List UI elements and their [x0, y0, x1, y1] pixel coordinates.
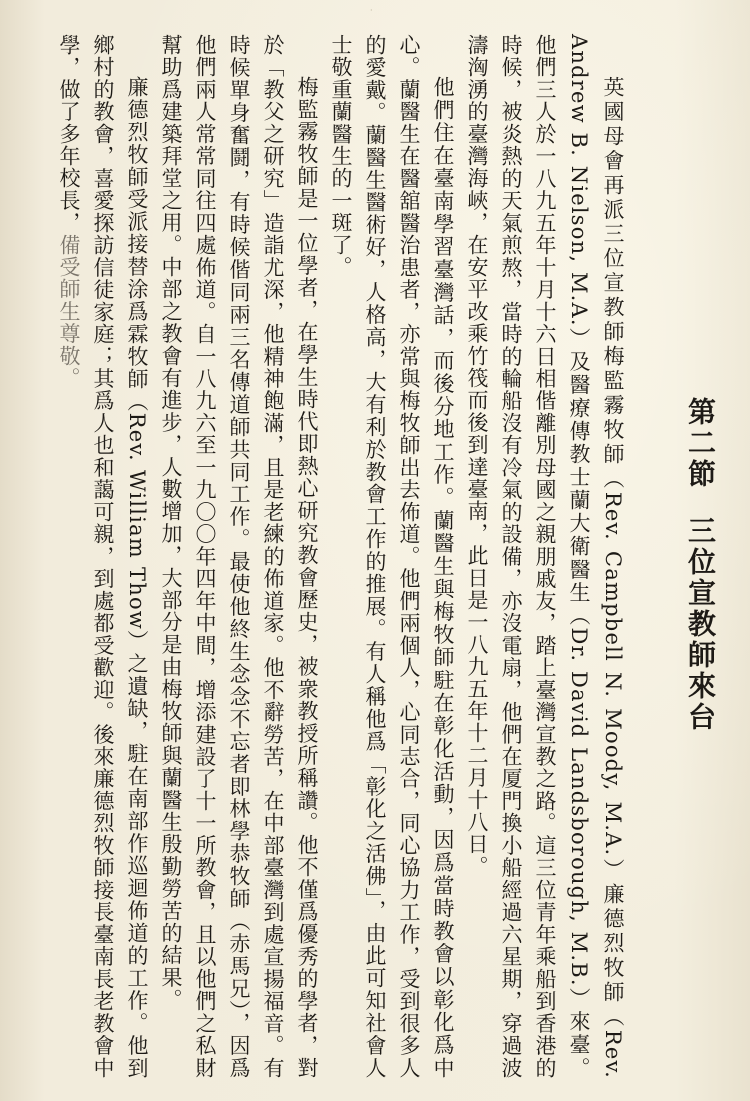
paragraph-moody: 梅監霧牧師是一位學者，在學生時代即熱心研究教會歷史，被衆教授所稱讚。他不僅爲優秀的學者，對於「教父之研究」造詣尤深，他精神飽滿，且是老練的佈道家。他不辭勞苦，在中部臺灣到處宣揚福音。有時候單身奮鬪，有時候偕同兩三名傳道師共同工作。最使他終生念念不忘者即林學恭牧師（赤馬兄），因爲他們兩人常常同往四處佈道。自一八九六至一九〇〇年四年中間，增添建設了十一所教會，且以他們之私財幫助爲建築拜堂之用。中部之教會有進步，人數增加，大部分是由梅牧師與蘭醫生殷勤勞苦的結果。 — [159, 34, 319, 1079]
paragraph-nielson — [52, 34, 154, 1079]
paragraph-nielson-faded-end: 備受師生尊敬。 — [57, 233, 81, 390]
paragraph-missionaries-arrival: 英國母會再派三位宣教師梅監霧牧師（Rev. Campbell N. Moody, M.A.）廉德烈牧師（Rev. Andrew B. Nielson, M.A.）及醫療傳教士蘭大衛醫生（Dr. David Landsborough, M.B.）來臺。他們三人於一八九五年十月十六日相偕離別母國之親朋戚友，踏上臺灣宣教之路。這三位青年乘船到香港的時候，被炎熱的天氣煎熬，當時的輪船沒有冷氣的設備，亦沒電扇，他們在厦門換小船經過六星期，穿過波濤洶湧的臺灣海峽，在安平改乘竹筏而後到達臺南，此日是一八九五年十二月十八日。 — [465, 34, 625, 1079]
section-title: 三位宣教師來台 — [684, 515, 717, 733]
page-speck: · — [370, 6, 373, 15]
paragraph-changhua-work: 他們住在臺南學習臺灣話，而後分地工作。蘭醫生與梅牧師駐在彰化活動，因爲當時教會以彰化爲中心。蘭醫生在醫舘醫治患者，亦常與梅牧師出去佈道。他們兩個人，心同志合，同心協力工作，受到很多人的愛戴。蘭醫生醫術好，人格高，大有利於教會工作的推展。有人稱他爲「彰化之活佛」，由此可知社會人士敬重蘭醫生的一斑了。 — [329, 34, 455, 1079]
section-number: 第二節 — [684, 396, 717, 490]
section-heading — [666, 50, 717, 1079]
paragraph-nielson-text: 廉德烈牧師受派接替涂爲霖牧師（Rev. William Thow）之遺缺，駐在南部作巡迴佈道的工作。他到鄉村的教會，喜愛探訪信徒家庭；其爲人也和藹可親，到處都受歡迎。後來廉德烈牧師接長臺南長老教會中學，做了多年校長， — [57, 34, 149, 1079]
vertical-text-block — [52, 34, 740, 1079]
